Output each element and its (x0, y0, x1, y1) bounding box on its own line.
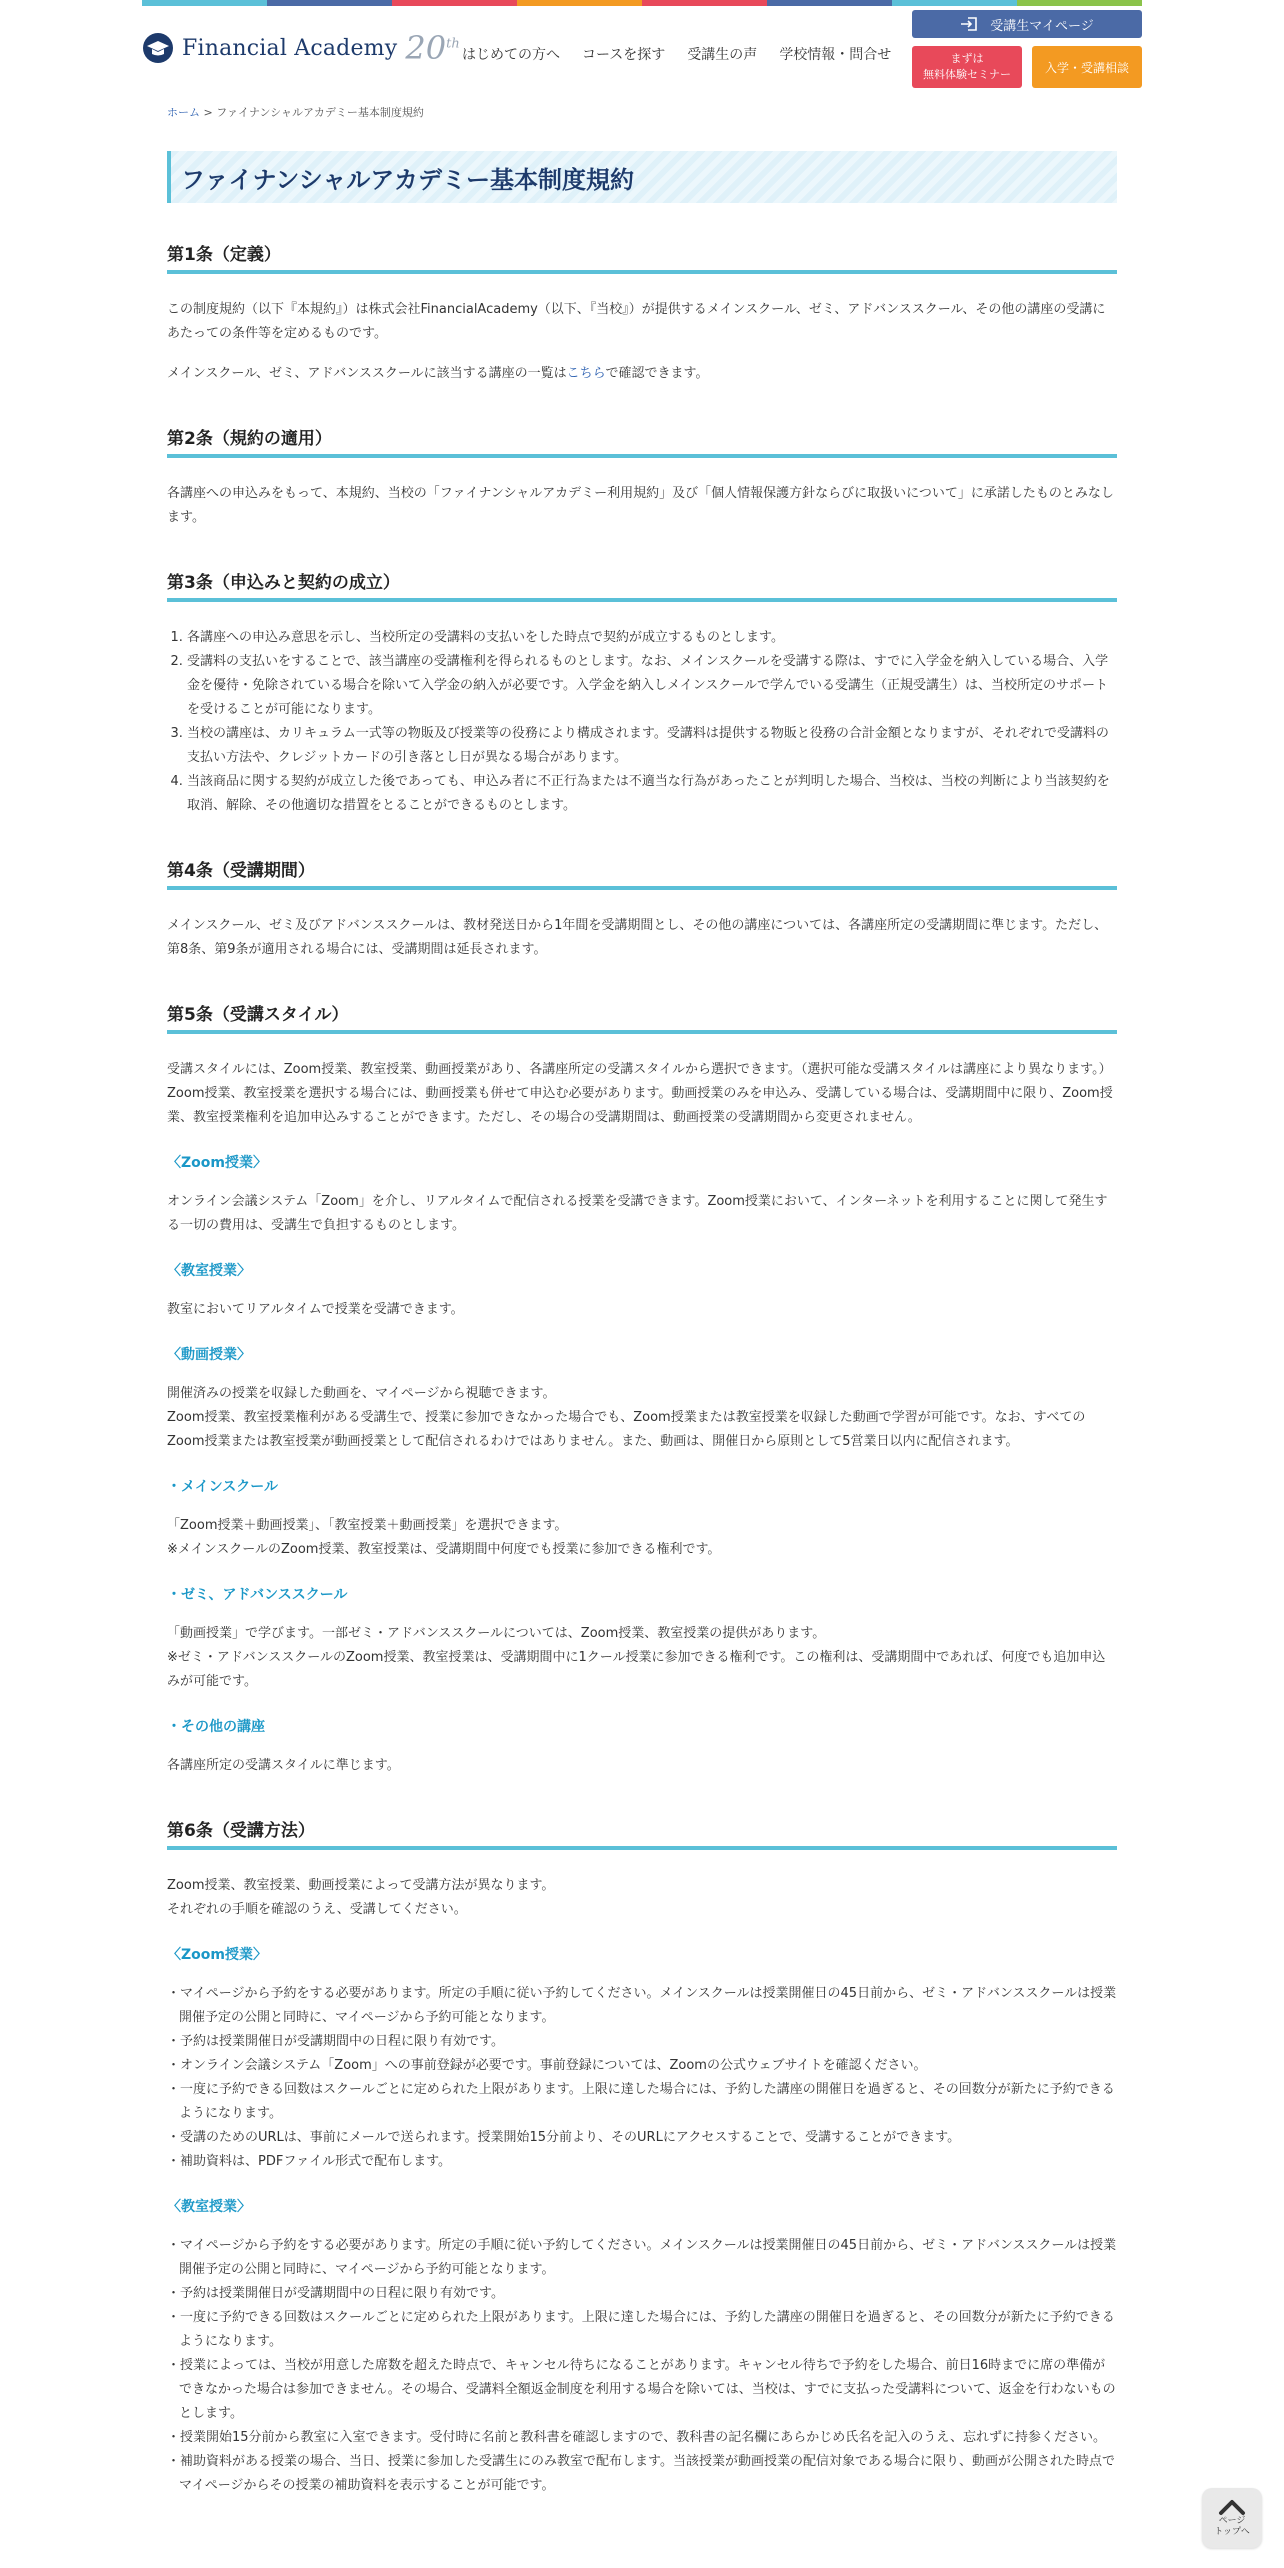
list-item: ・一度に予約できる回数はスクールごとに定められた上限があります。上限に達した場合には、予約した講座の開催日を過ぎると、その回数分が新たに予約できるようになります。 (167, 2310, 1115, 2349)
main-school-text: 「Zoom授業＋動画授業」、「教室授業＋動画授業」を選択できます。 (167, 1518, 568, 1533)
list-item: ・予約は授業開催日が受講期間中の日程に限り有効です。 (167, 2034, 504, 2049)
list-item: ・授業によっては、当校が用意した席数を超えた時点で、キャンセル待ちになることがあります。キャンセル待ちで予約をした場合、前日16時までに席の準備ができなかった場合は参加できません。その場合、受講料全額返金制度を利用する場合を除いては、当校は、すでに支払った受講料について、返金を行わないものとします。 (167, 2358, 1116, 2421)
list-item: ・マイページから予約をする必要があります。所定の手順に従い予約してください。メインスクールは授業開催日の45日前から、ゼミ・アドバンススクールは授業開催予定の公開と同時に、マイページから予約可能となります。 (167, 2238, 1117, 2277)
article1-text: この制度規約（以下『本規約』）は株式会社FinancialAcademy（以下、『当校』）が提供するメインスクール、ゼミ、アドバンススクール、その他の講座の受講にあたっての条件等を定めるものです。 (167, 302, 1106, 341)
list-item: ・マイページから予約をする必要があります。所定の手順に従い予約してください。メインスクールは授業開催日の45日前から、ゼミ・アドバンススクールは授業開催予定の公開と同時に、マイページから予約可能となります。 (167, 1986, 1117, 2025)
main-school-heading: ・メインスクール (167, 1479, 279, 1495)
list-item: ・オンライン会議システム「Zoom」への事前登録が必要です。事前登録については、Zoomの公式ウェブサイトを確認ください。 (167, 2058, 927, 2073)
free-seminar-button[interactable] (912, 46, 1022, 88)
article3-list (167, 626, 1117, 818)
seminar-school-note: ※ゼミ・アドバンススクールのZoom授業、教室授業は、受講期間中に1クール授業に参加できる権利です。この権利は、受講期間中であれば、何度でも追加申込みが可能です。 (167, 1650, 1106, 1689)
article6-text-2: それぞれの手順を確認のうえ、受講してください。 (167, 1902, 467, 1917)
consultation-button[interactable] (1032, 46, 1142, 88)
page-top-button[interactable] (1202, 2488, 1262, 2548)
article1-heading: 第1条（定義） (167, 240, 1117, 274)
zoom-method-heading: 〈Zoom授業〉 (167, 1947, 267, 1963)
list-item: ・予約は授業開催日が受講期間中の日程に限り有効です。 (167, 2286, 504, 2301)
list-item: ・授業開始15分前から教室に入室できます。受付時に名前と教科書を確認しますので、教科書の記名欄にあらかじめ氏名を記入のうえ、忘れずに持参ください。 (167, 2430, 1107, 2445)
classroom-heading: 〈教室授業〉 (167, 1263, 251, 1279)
article1-note-after: で確認できます。 (605, 366, 709, 381)
anniversary-mark (405, 29, 460, 67)
list-item: ・補助資料がある授業の場合、当日、授業に参加した受講生にのみ教室で配布します。当該授業が動画授業の配信対象である場合に限り、動画が公開された時点でマイページからその授業の補助資料を表示することが可能です。 (167, 2454, 1115, 2493)
seminar-line2: 無料体験セミナー (923, 68, 1011, 81)
terms-content (167, 240, 1117, 2514)
article4-text: メインスクール、ゼミ及びアドバンススクールは、教材発送日から1年間を受講期間とし、その他の講座については、各講座所定の受講期間に準じます。ただし、第8条、第9条が適用される場合には、受講期間は延長されます。 (167, 918, 1108, 957)
zoom-method-list (167, 1982, 1117, 2174)
other-course-text: 各講座所定の受講スタイルに準じます。 (167, 1758, 400, 1773)
article5-heading: 第5条（受講スタイル） (167, 1000, 1117, 1034)
page-title-box (167, 151, 1117, 203)
mypage-label: 受講生マイページ (990, 18, 1094, 34)
page-top-label-2: トップへ (1214, 2527, 1250, 2537)
video-class-heading: 〈動画授業〉 (167, 1347, 251, 1363)
nav-voices[interactable]: 受講生の声 (687, 47, 758, 63)
list-item: ・補助資料は、PDFファイル形式で配布します。 (167, 2154, 452, 2169)
anniversary-suffix: th (446, 36, 460, 52)
nav-school-info[interactable]: 学校情報・問合せ (779, 47, 892, 63)
login-icon (960, 16, 978, 32)
article1-list-note (167, 362, 1117, 386)
seminar-line1: まずは (950, 51, 984, 65)
article2-heading: 第2条（規約の適用） (167, 424, 1117, 458)
article2-text: 各講座への申込みをもって、本規約、当校の「ファイナンシャルアカデミー利用規約」及び「個人情報保護方針ならびに取扱いについて」に承諾したものとみなします。 (167, 486, 1114, 525)
logo-text: Financial Academy (182, 35, 398, 61)
video-class-text-2: Zoom授業、教室授業権利がある受講生で、授業に参加できなかった場合でも、Zoom授業または教室授業を収録した動画で学習が可能です。なお、すべてのZoom授業または教室授業が動画授業として配信されるわけではありません。また、動画は、開催日から原則として5営業日以内に配信されます。 (167, 1410, 1086, 1449)
logo[interactable] (142, 29, 460, 67)
article3-item: 1. 各講座への申込み意思を示し、当校所定の受講料の支払いをした時点で契約が成立するものとします。 (187, 626, 1117, 650)
classroom-method-heading: 〈教室授業〉 (167, 2199, 251, 2215)
other-course-heading: ・その他の講座 (167, 1719, 265, 1735)
page-top-label-1: ページ (1218, 2516, 1246, 2527)
video-class-text: 開催済みの授業を収録した動画を、マイページから視聴できます。 (167, 1386, 556, 1401)
consult-label: 入学・受講相談 (1044, 60, 1129, 75)
anniversary-number: 20 (405, 29, 447, 67)
article3-item: 2. 受講料の支払いをすることで、該当講座の受講権利を得られるものとします。なお、メインスクールを受講する際は、すでに入学金を納入している場合、入学金を優待・免除されている場合を除いて入学金の納入が必要です。入学金を納入しメインスクールで学んでいる受講生（正規受講生）は、当校所定のサポートを受けることが可能になります。 (187, 650, 1117, 722)
chevron-up-icon (1218, 2498, 1246, 2516)
breadcrumb-current: ファイナンシャルアカデミー基本制度規約 (216, 106, 424, 119)
article3-heading: 第3条（申込みと契約の成立） (167, 568, 1117, 602)
article3-item: 3. 当校の講座は、カリキュラム一式等の物販及び授業等の役務により構成されます。受講料は提供する物販と役務の合計金額となりますが、それぞれで受講料の支払い方法や、クレジットカードの引き落とし日が異なる場合があります。 (187, 722, 1117, 770)
article1-note-before: メインスクール、ゼミ、アドバンススクールに該当する講座の一覧は (167, 366, 567, 381)
breadcrumb-home[interactable]: ホーム (167, 106, 200, 119)
article4-heading: 第4条（受講期間） (167, 856, 1117, 890)
article6-text: Zoom授業、教室授業、動画授業によって受講方法が異なります。 (167, 1878, 555, 1893)
main-school-note: ※メインスクールのZoom授業、教室授業は、受講期間中何度でも授業に参加できる権利です。 (167, 1542, 721, 1557)
nav-courses[interactable]: コースを探す (582, 47, 666, 63)
zoom-class-text: オンライン会議システム「Zoom」を介し、リアルタイムで配信される授業を受講できます。Zoom授業において、インターネットを利用することに関して発生する一切の費用は、受講生で負担するものとします。 (167, 1194, 1108, 1233)
mortarboard-logo-icon (142, 32, 174, 64)
classroom-method-list (167, 2234, 1117, 2498)
site-header (142, 6, 1142, 90)
list-item: ・一度に予約できる回数はスクールごとに定められた上限があります。上限に達した場合には、予約した講座の開催日を過ぎると、その回数分が新たに予約できるようになります。 (167, 2082, 1115, 2121)
seminar-school-heading: ・ゼミ、アドバンススクール (167, 1587, 348, 1603)
breadcrumb-separator: > (200, 106, 217, 119)
classroom-text: 教室においてリアルタイムで授業を受講できます。 (167, 1302, 464, 1317)
page-title: ファイナンシャルアカデミー基本制度規約 (181, 165, 634, 194)
seminar-school-text: 「動画授業」で学びます。一部ゼミ・アドバンススクールについては、Zoom授業、教室授業の提供があります。 (167, 1626, 826, 1641)
article3-item: 4. 当該商品に関する契約が成立した後であっても、申込み者に不正行為または不適当な行為があったことが判明した場合、当校は、当校の判断により当該契約を取消、解除、その他適切な措置をとることができるものとします。 (187, 770, 1117, 818)
course-list-link[interactable]: こちら (566, 366, 606, 381)
mypage-button[interactable] (912, 10, 1142, 38)
article6-heading: 第6条（受講方法） (167, 1816, 1117, 1850)
list-item: ・受講のためのURLは、事前にメールで送られます。授業開始15分前より、そのURLにアクセスすることで、受講することができます。 (167, 2130, 961, 2145)
nav-beginners[interactable]: はじめての方へ (462, 47, 560, 63)
global-nav (462, 44, 913, 64)
breadcrumb (167, 104, 424, 120)
article5-text: 受講スタイルには、Zoom授業、教室授業、動画授業があり、各講座所定の受講スタイルから選択できます。（選択可能な受講スタイルは講座により異なります。）Zoom授業、教室授業を選択する場合には、動画授業も併せて申込む必要があります。動画授業のみを申込み、受講している場合は、受講期間中に限り、Zoom授業、教室授業権利を追加申込みすることができます。ただし、その場合の受講期間は、動画授業の受講期間から変更されません。 (167, 1062, 1113, 1125)
zoom-class-heading: 〈Zoom授業〉 (167, 1155, 267, 1171)
